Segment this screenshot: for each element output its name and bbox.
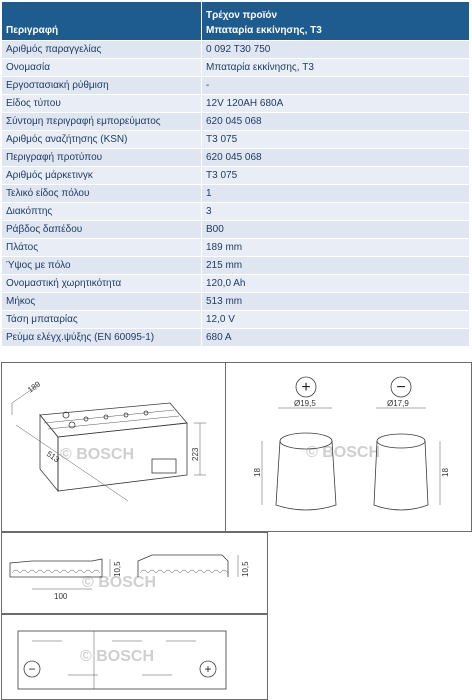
row-label: Αριθμός αναζήτησης (KSN) xyxy=(2,131,202,149)
terminal-drawing-panel xyxy=(225,362,472,532)
plus-diameter: Ø19,5 xyxy=(294,399,316,408)
row-value: 1 xyxy=(202,185,470,203)
row-value: 680 A xyxy=(202,329,470,347)
row-value: T3 075 xyxy=(202,167,470,185)
table-row xyxy=(2,113,470,131)
row-label: Εργοστασιακή ρύθμιση xyxy=(2,77,202,95)
row-label: Μήκος xyxy=(2,293,202,311)
row-label: Ύψος με πόλο xyxy=(2,257,202,275)
minus-height: 18 xyxy=(441,468,450,477)
profile-drawing-panel xyxy=(1,532,268,614)
table-row xyxy=(2,203,470,221)
row-value: Μπαταρία εκκίνησης, T3 xyxy=(202,59,470,77)
profile-drawing xyxy=(2,533,267,613)
row-value: 0 092 T30 750 xyxy=(202,41,470,59)
table-row xyxy=(2,59,470,77)
terminal-drawing xyxy=(226,363,471,531)
row-value: 12,0 V xyxy=(202,311,470,329)
row-value: B00 xyxy=(202,221,470,239)
row-value: - xyxy=(202,77,470,95)
row-label: Περιγραφή προτύπου xyxy=(2,149,202,167)
row-label: Ονομασία xyxy=(2,59,202,77)
terminal-watermark: © BOSCH xyxy=(306,444,381,461)
battery-height-dim: 223 xyxy=(191,447,200,461)
row-label: Τελικό είδος πόλου xyxy=(2,185,202,203)
row-label: Πλάτος xyxy=(2,239,202,257)
layout-minus-symbol: − xyxy=(28,662,36,676)
table-row xyxy=(2,257,470,275)
profile-offset-b: 10,5 xyxy=(241,561,250,577)
layout-drawing xyxy=(2,615,267,699)
row-value: 620 045 068 xyxy=(202,113,470,131)
row-value: T3 075 xyxy=(202,131,470,149)
battery-watermark: © BOSCH xyxy=(60,446,135,463)
row-label: Διακόπτης xyxy=(2,203,202,221)
profile-length: 100 xyxy=(54,592,68,601)
row-label: Ράβδος δαπέδου xyxy=(2,221,202,239)
row-value: 120,0 Ah xyxy=(202,275,470,293)
profile-watermark: © BOSCH xyxy=(82,574,157,591)
layout-plus-symbol: + xyxy=(204,662,212,676)
table-row xyxy=(2,41,470,59)
table-row xyxy=(2,131,470,149)
battery-length-dim: 513 xyxy=(44,449,61,465)
row-label: Ρεύμα ελέγχ.ψύξης (EN 60095-1) xyxy=(2,329,202,347)
profile-offset-a: 10,5 xyxy=(113,561,122,577)
table-header-row xyxy=(2,2,470,41)
row-label: Σύντομη περιγραφή εμπορεύματος xyxy=(2,113,202,131)
header-current-product-line1: Τρέχον προϊόν xyxy=(206,10,278,21)
table-row xyxy=(2,221,470,239)
layout-watermark: © BOSCH xyxy=(80,648,155,665)
table-row xyxy=(2,275,470,293)
table-row xyxy=(2,311,470,329)
table-row xyxy=(2,95,470,113)
table-row xyxy=(2,77,470,95)
row-value: 189 mm xyxy=(202,239,470,257)
layout-drawing-panel xyxy=(1,614,268,700)
row-label: Αριθμός παραγγελίας xyxy=(2,41,202,59)
table-row xyxy=(2,167,470,185)
table-row xyxy=(2,293,470,311)
table-row xyxy=(2,185,470,203)
row-label: Αριθμός μάρκετινγκ xyxy=(2,167,202,185)
plus-height: 18 xyxy=(253,468,262,477)
minus-diameter: Ø17,9 xyxy=(387,399,409,408)
table-row xyxy=(2,329,470,347)
row-value: 215 mm xyxy=(202,257,470,275)
header-current-product xyxy=(202,2,470,41)
table-row xyxy=(2,149,470,167)
row-value: 513 mm xyxy=(202,293,470,311)
row-value: 620 045 068 xyxy=(202,149,470,167)
battery-drawing-panel xyxy=(1,362,226,532)
table-row xyxy=(2,239,470,257)
minus-symbol: − xyxy=(396,379,406,396)
spec-body xyxy=(2,41,470,347)
header-description: Περιγραφή xyxy=(2,2,202,41)
battery-width-dim: 189 xyxy=(25,379,43,395)
row-value: 12V 120AH 680A xyxy=(202,95,470,113)
row-label: Είδος τύπου xyxy=(2,95,202,113)
row-label: Τάση μπαταρίας xyxy=(2,311,202,329)
battery-drawing xyxy=(2,363,225,531)
header-current-product-line2: Μπαταρία εκκίνησης, T3 xyxy=(206,25,322,36)
plus-symbol: + xyxy=(301,379,311,396)
spec-table xyxy=(1,1,470,347)
row-value: 3 xyxy=(202,203,470,221)
row-label: Ονομαστική χωρητικότητα xyxy=(2,275,202,293)
